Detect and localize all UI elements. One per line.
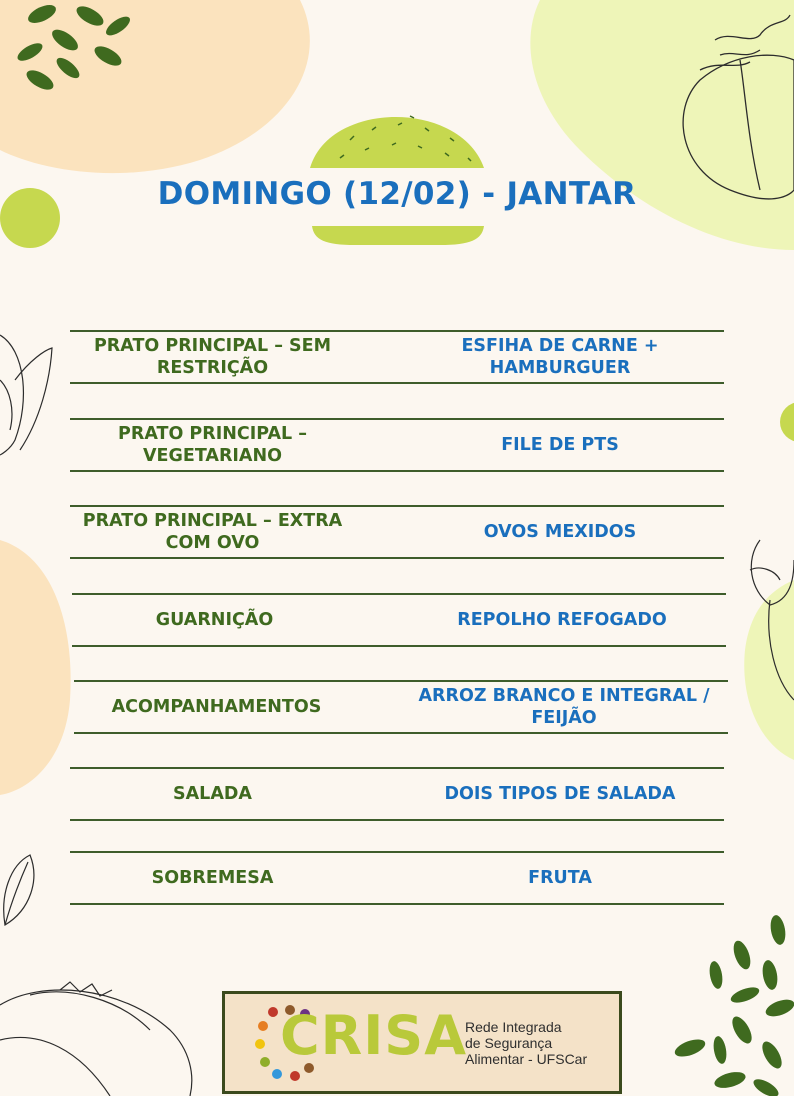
bun-bottom (312, 226, 484, 245)
peach-blob-left (0, 540, 71, 795)
menu-category: PRATO PRINCIPAL – SEM RESTRIÇÃO (93, 336, 332, 378)
logo-tagline-line: de Segurança (465, 1035, 553, 1051)
taco-outline (0, 982, 192, 1096)
menu-item: FRUTA (528, 868, 592, 888)
leaf-outline-left (4, 855, 34, 925)
menu-row (74, 680, 728, 734)
menu-item: ESFIHA DE CARNE + HAMBURGUER (461, 336, 659, 378)
menu-item: REPOLHO REFOGADO (457, 610, 667, 630)
row-divider-bottom (70, 557, 724, 559)
menu-row (70, 767, 724, 821)
menu-row (72, 593, 726, 647)
menu-category: ACOMPANHAMENTOS (111, 697, 322, 717)
menu-row (70, 505, 724, 559)
logo-tagline (465, 1019, 587, 1067)
logo-tagline-line: Rede Integrada (465, 1019, 562, 1035)
menu-category: PRATO PRINCIPAL – EXTRA COM OVO (82, 511, 343, 553)
row-divider-bottom (70, 903, 724, 905)
row-divider-bottom (70, 819, 724, 821)
lettuce-outline-left (0, 335, 52, 455)
menu-row (70, 330, 724, 384)
row-divider-bottom (70, 470, 724, 472)
leaf-seeds-bottom-right (673, 914, 794, 1096)
menu-row (70, 418, 724, 472)
menu-item: OVOS MEXIDOS (483, 522, 637, 542)
row-divider-bottom (70, 382, 724, 384)
menu-category: SALADA (173, 784, 252, 804)
row-divider-bottom (72, 645, 726, 647)
menu-item: DOIS TIPOS DE SALADA (444, 784, 676, 804)
row-divider-bottom (74, 732, 728, 734)
lime-circle-right (780, 402, 794, 442)
menu-item: FILE DE PTS (501, 435, 619, 455)
logo-wordmark: CRISA (280, 1004, 467, 1067)
menu-item: ARROZ BRANCO E INTEGRAL / FEIJÃO (418, 686, 710, 728)
bun-top (310, 117, 484, 168)
menu-category: PRATO PRINCIPAL – VEGETARIANO (118, 424, 307, 466)
menu-row (70, 851, 724, 905)
menu-category: GUARNIÇÃO (155, 610, 274, 630)
page-title: DOMINGO (12/02) - JANTAR (157, 176, 637, 212)
crisa-logo (222, 991, 622, 1094)
menu-category: SOBREMESA (151, 868, 274, 888)
logo-tagline-line: Alimentar - UFSCar (465, 1051, 588, 1067)
